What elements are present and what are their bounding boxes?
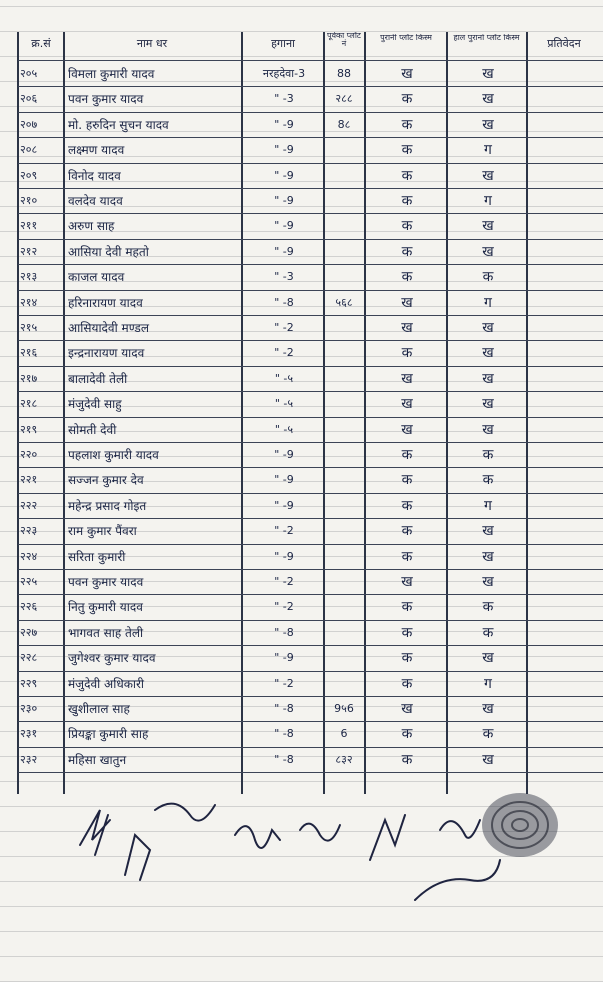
location-cell: " -2: [274, 600, 294, 614]
location-cell: " -3: [274, 92, 294, 106]
table-row-line: [18, 137, 603, 138]
plot-number-cell: [326, 596, 362, 618]
grade-new-cell: क: [482, 472, 494, 489]
plot-number-cell: [326, 444, 362, 466]
grade-old-cell: ख: [401, 701, 413, 717]
grade-old-cell: क: [401, 269, 413, 286]
plot-number-cell: 6: [340, 727, 348, 741]
name-cell: खुशीलाल साह: [68, 702, 130, 716]
location-cell: " -५: [274, 422, 294, 436]
fingerprint-icon: [482, 793, 558, 857]
location-cell: " -8: [274, 625, 294, 639]
location-cell: " -8: [274, 702, 294, 715]
grade-new-cell: ख: [482, 574, 494, 590]
header-name: नाम धर: [136, 37, 168, 50]
column-divider-grade1: [446, 32, 448, 794]
table-row-line: [18, 620, 603, 621]
header-serial: क्र.सं: [31, 37, 51, 50]
name-cell: मंजुदेवी साहु: [68, 397, 122, 412]
grade-new-cell: ख: [482, 218, 494, 235]
location-cell: " -9: [274, 194, 294, 207]
plot-number-cell: [326, 571, 362, 593]
column-divider-name: [241, 32, 243, 794]
serial-number-cell: २२९: [20, 676, 38, 690]
plot-number-cell: [326, 139, 362, 161]
name-cell: सोमती देवी: [68, 422, 117, 437]
table-row-line: [18, 772, 603, 773]
table-row-line: [18, 239, 603, 240]
plot-number-cell: [326, 469, 362, 491]
grade-old-cell: क: [401, 548, 413, 565]
location-cell: " -2: [274, 321, 294, 334]
table-row-line: [18, 417, 603, 418]
table-row-line: [18, 112, 603, 113]
name-cell: आसिया देवी महतो: [68, 244, 149, 259]
location-cell: " -9: [274, 498, 294, 512]
location-cell: " -9: [274, 244, 294, 258]
name-cell: हरिनारायण यादव: [68, 295, 143, 310]
grade-new-cell: ख: [482, 243, 494, 260]
name-cell: पवन कुमार यादव: [68, 575, 144, 589]
table-row-line: [18, 721, 603, 722]
location-cell: " -9: [274, 219, 294, 233]
name-cell: मो. हरुदिन सुचन यादव: [68, 117, 169, 132]
name-cell: महिसा खातुन: [68, 752, 127, 767]
serial-number-cell: २३२: [20, 752, 38, 766]
serial-number-cell: २२५: [20, 575, 38, 588]
location-cell: " -9: [274, 448, 294, 461]
grade-old-cell: क: [401, 624, 413, 641]
header-remarks: प्रतिवेदन: [547, 37, 581, 50]
grade-new-cell: ख: [482, 116, 494, 133]
plot-number-cell: 9५6: [334, 702, 354, 715]
grade-old-cell: ख: [401, 574, 413, 590]
plot-number-cell: २८८: [335, 92, 353, 106]
location-cell: " -2: [274, 575, 294, 588]
grade-old-cell: क: [401, 472, 413, 489]
table-row-line: [18, 188, 603, 189]
grade-old-cell: क: [401, 751, 413, 768]
table-row-line: [18, 747, 603, 748]
grade-old-cell: क: [401, 447, 413, 463]
table-row-line: [18, 518, 603, 519]
table-row-line: [18, 467, 603, 468]
location-cell: " -9: [274, 143, 294, 157]
grade-old-cell: क: [401, 91, 413, 108]
table-row-line: [18, 213, 603, 214]
name-cell: भागवत साह तेली: [68, 625, 144, 640]
grade-new-cell: ख: [482, 345, 494, 362]
signatures-area: [0, 790, 603, 910]
serial-number-cell: २१४: [20, 295, 38, 309]
grade-new-cell: क: [482, 726, 494, 743]
table-row-line: [18, 569, 603, 570]
plot-number-cell: [326, 215, 362, 237]
signature-3: [235, 826, 280, 848]
name-cell: आसियादेवी मण्डल: [68, 321, 149, 335]
serial-number-cell: २२१: [20, 473, 38, 487]
serial-number-cell: २२४: [20, 549, 38, 563]
plot-number-cell: [326, 520, 362, 542]
location-cell: " -9: [274, 168, 294, 182]
grade-new-cell: क: [482, 447, 494, 463]
column-divider-plot: [364, 32, 366, 794]
location-cell: " -9: [274, 117, 294, 131]
plot-number-cell: [326, 622, 362, 644]
location-cell: " -9: [274, 651, 294, 665]
grade-new-cell: ख: [482, 370, 494, 387]
serial-number-cell: २२२: [20, 498, 38, 512]
grade-old-cell: क: [401, 345, 413, 362]
plot-number-cell: [326, 546, 362, 568]
grade-old-cell: क: [401, 523, 413, 540]
grade-old-cell: क: [401, 116, 413, 133]
name-cell: महेन्द्र प्रसाद गोइत: [68, 498, 147, 513]
grade-old-cell: क: [401, 193, 413, 209]
name-cell: मंजुदेवी अधिकारी: [68, 676, 145, 691]
table-row-line: [18, 671, 603, 672]
serial-number-cell: २१३: [20, 270, 38, 284]
grade-old-cell: ख: [401, 396, 413, 413]
signature-1: [80, 810, 110, 855]
name-cell: विमला कुमारी यादव: [68, 67, 155, 81]
paper-rule: [0, 781, 603, 782]
grade-old-cell: ख: [401, 66, 413, 82]
name-cell: काजल यादव: [68, 270, 125, 285]
table-row-line: [18, 315, 603, 316]
table-row-line: [18, 366, 603, 367]
serial-number-cell: २१०: [20, 194, 38, 207]
plot-number-cell: ५६८: [335, 295, 353, 309]
header-plot: पूर्वका प्लॉट नं: [327, 32, 361, 48]
column-divider-serial: [63, 32, 65, 794]
grade-new-cell: ख: [482, 548, 494, 565]
paper-rule: [0, 6, 603, 7]
location-cell: नरहदेवा-3: [262, 67, 306, 80]
plot-number-cell: [326, 317, 362, 339]
table-border-left: [17, 32, 19, 794]
column-divider-location: [323, 32, 325, 794]
plot-number-cell: ८३२: [335, 752, 353, 766]
table-row-line: [18, 290, 603, 291]
table-row-line: [18, 594, 603, 595]
name-cell: विनोद यादव: [68, 168, 121, 183]
grade-new-cell: ग: [484, 675, 492, 692]
grade-new-cell: ख: [482, 421, 494, 438]
grade-new-cell: ख: [482, 751, 494, 768]
name-cell: नितु कुमारी यादव: [68, 600, 143, 615]
name-cell: जुगेश्वर कुमार यादव: [68, 651, 156, 666]
serial-number-cell: २१२: [20, 244, 38, 258]
header-grade1: पुरानी प्लॉट किस्म: [380, 34, 432, 42]
location-cell: " -2: [274, 346, 294, 360]
grade-old-cell: क: [401, 167, 413, 184]
grade-new-cell: ग: [484, 294, 492, 311]
grade-new-cell: ख: [482, 523, 494, 540]
name-cell: सज्जन कुमार देव: [68, 473, 144, 488]
name-cell: पहलाश कुमारी यादव: [68, 448, 159, 462]
serial-number-cell: २११: [20, 219, 38, 233]
grade-new-cell: ख: [482, 320, 494, 336]
location-cell: " -3: [274, 270, 294, 284]
plot-number-cell: [326, 342, 362, 364]
serial-number-cell: २२८: [20, 651, 38, 665]
table-row-line: [18, 544, 603, 545]
grade-new-cell: ग: [484, 142, 492, 159]
grade-new-cell: क: [482, 269, 494, 286]
grade-new-cell: ख: [482, 66, 494, 82]
grade-new-cell: ख: [482, 650, 494, 667]
location-cell: " -2: [274, 676, 294, 690]
location-cell: " -2: [274, 524, 294, 538]
name-cell: अरुण साह: [68, 219, 115, 234]
grade-old-cell: क: [401, 497, 413, 514]
header-location: हगाना: [271, 37, 295, 50]
name-cell: प्रियङ्का कुमारी साह: [68, 727, 149, 742]
column-divider-grade2: [526, 32, 528, 794]
serial-number-cell: २२७: [20, 625, 38, 639]
location-cell: " -५: [274, 397, 294, 411]
location-cell: " -8: [274, 752, 294, 766]
table-row-line: [18, 493, 603, 494]
location-cell: " -8: [274, 727, 294, 741]
name-cell: राम कुमार पैंवरा: [68, 524, 137, 539]
grade-new-cell: क: [482, 599, 494, 616]
grade-new-cell: ग: [484, 193, 492, 209]
location-cell: " -9: [274, 549, 294, 563]
header-grade2: हाल पुरानो प्लॉट किस्म: [453, 34, 520, 42]
plot-number-cell: [326, 393, 362, 415]
serial-number-cell: २१५: [20, 321, 38, 334]
serial-number-cell: २१९: [20, 422, 38, 436]
name-cell: इन्द्रनारायण यादव: [68, 346, 145, 361]
grade-old-cell: ख: [401, 320, 413, 336]
grade-old-cell: क: [401, 650, 413, 667]
signature-4: [300, 824, 340, 841]
plot-number-cell: [326, 419, 362, 441]
grade-old-cell: ख: [401, 294, 413, 311]
serial-number-cell: २३१: [20, 727, 38, 741]
serial-number-cell: २१८: [20, 397, 38, 411]
table-row-line: [18, 391, 603, 392]
plot-number-cell: [326, 368, 362, 390]
serial-number-cell: २२३: [20, 524, 38, 538]
grade-new-cell: ख: [482, 701, 494, 717]
grade-new-cell: क: [482, 624, 494, 641]
plot-number-cell: [326, 673, 362, 695]
table-row-line: [18, 340, 603, 341]
name-cell: सरिता कुमारी: [68, 549, 126, 564]
grade-old-cell: ख: [401, 370, 413, 387]
table-row-line: [18, 696, 603, 697]
plot-number-cell: 88: [337, 67, 351, 80]
location-cell: " -8: [274, 295, 294, 309]
paper-rule: [0, 956, 603, 957]
signature-5: [370, 815, 405, 860]
header-bottom-line: [18, 60, 603, 61]
table-row-line: [18, 645, 603, 646]
table-row-line: [18, 163, 603, 164]
location-cell: " -५: [274, 371, 294, 385]
grade-new-cell: ग: [484, 497, 492, 514]
serial-number-cell: २२०: [20, 448, 38, 461]
grade-old-cell: क: [401, 142, 413, 159]
grade-new-cell: ख: [482, 167, 494, 184]
serial-number-cell: २०८: [20, 143, 38, 157]
plot-number-cell: 8८: [337, 117, 351, 131]
signature-2: [125, 804, 215, 880]
name-cell: बालादेवी तेली: [68, 371, 128, 386]
paper-rule: [0, 931, 603, 932]
serial-number-cell: २२६: [20, 600, 38, 614]
grade-old-cell: क: [401, 726, 413, 743]
grade-old-cell: क: [401, 675, 413, 692]
serial-number-cell: २०७: [20, 117, 38, 131]
signature-6: [440, 820, 480, 838]
plot-number-cell: [326, 241, 362, 263]
serial-number-cell: २०५: [20, 67, 38, 80]
serial-number-cell: २०६: [20, 92, 38, 106]
serial-number-cell: २१६: [20, 346, 38, 360]
name-cell: वलदेव यादव: [68, 194, 123, 208]
serial-number-cell: २३०: [20, 702, 38, 715]
serial-number-cell: २१७: [20, 371, 38, 385]
signature-7: [415, 860, 500, 900]
grade-old-cell: क: [401, 599, 413, 616]
plot-number-cell: [326, 495, 362, 517]
name-cell: पवन कुमार यादव: [68, 92, 144, 107]
table-row-line: [18, 86, 603, 87]
grade-new-cell: ख: [482, 91, 494, 108]
plot-number-cell: [326, 165, 362, 187]
name-cell: लक्ष्मण यादव: [68, 143, 125, 158]
grade-new-cell: ख: [482, 396, 494, 413]
grade-old-cell: क: [401, 243, 413, 260]
plot-number-cell: [326, 266, 362, 288]
grade-old-cell: क: [401, 218, 413, 235]
location-cell: " -9: [274, 473, 294, 487]
plot-number-cell: [326, 190, 362, 212]
serial-number-cell: २०९: [20, 168, 38, 182]
plot-number-cell: [326, 647, 362, 669]
table-row-line: [18, 264, 603, 265]
grade-old-cell: ख: [401, 421, 413, 438]
table-row-line: [18, 442, 603, 443]
